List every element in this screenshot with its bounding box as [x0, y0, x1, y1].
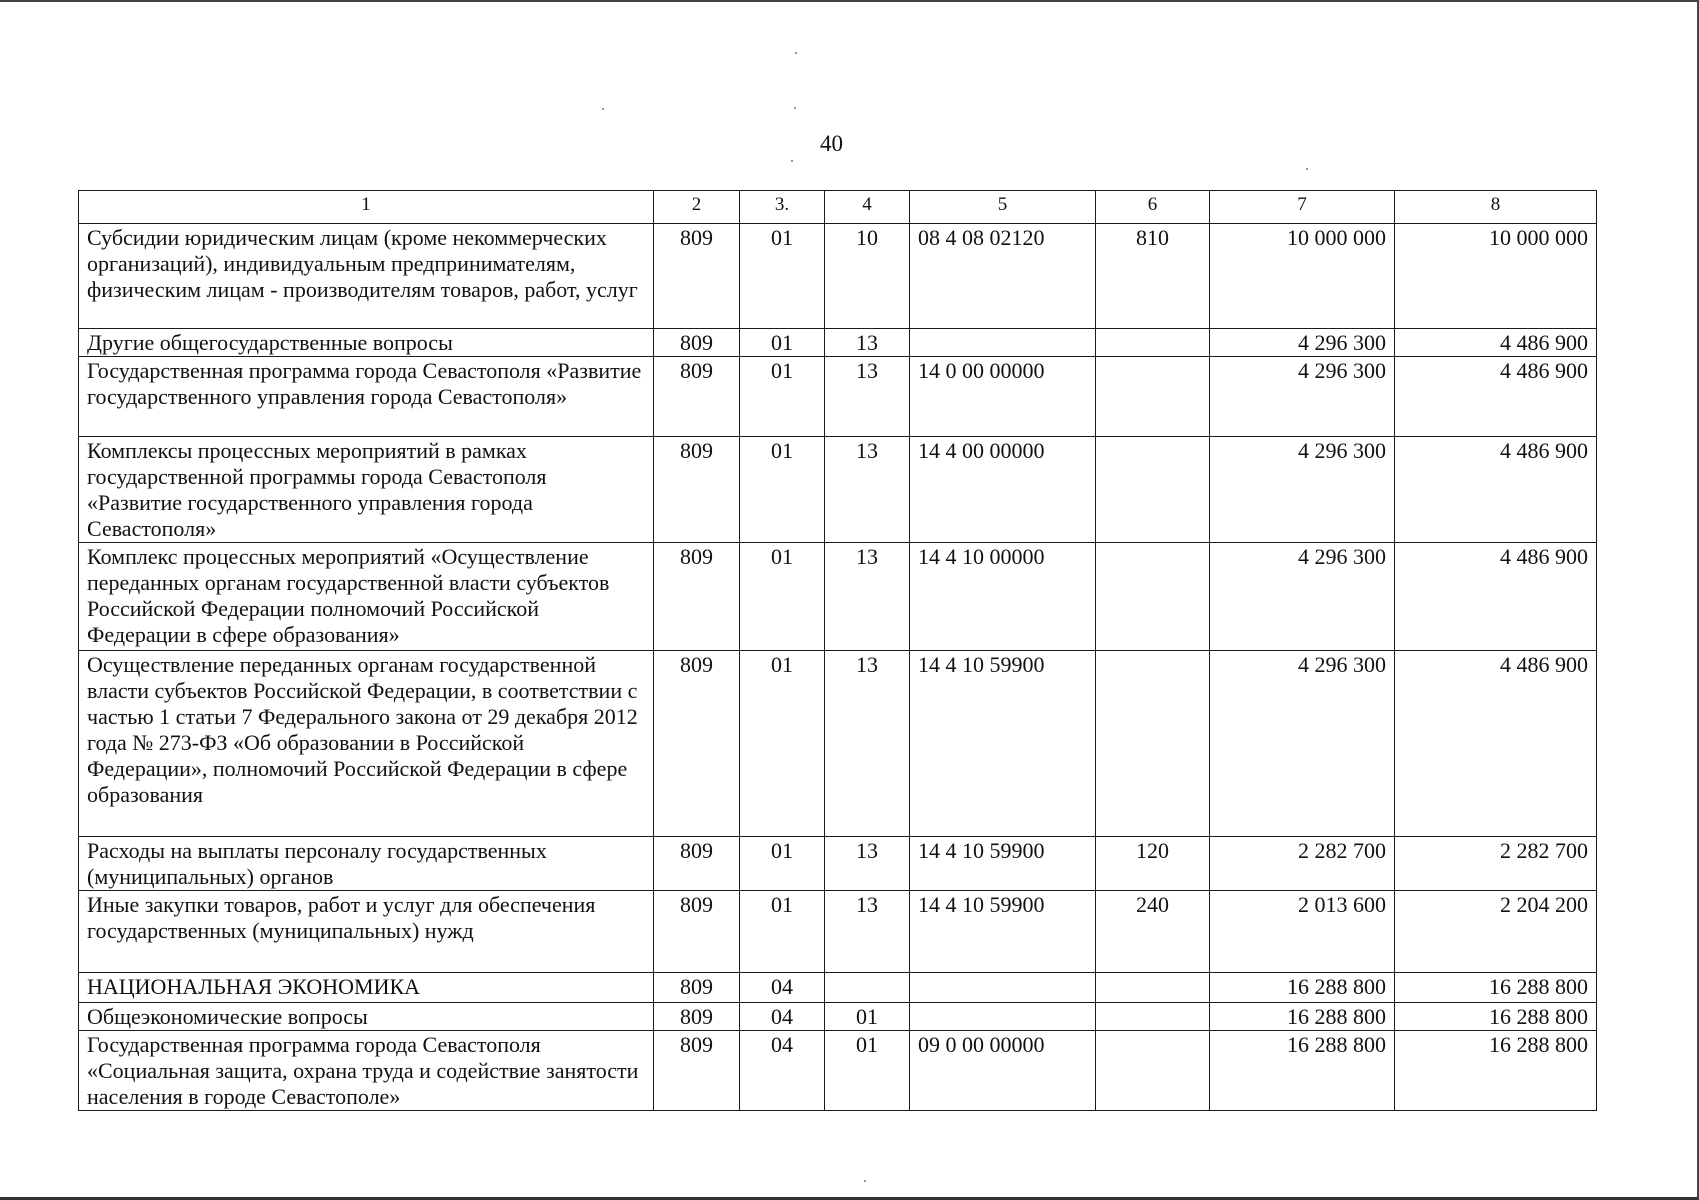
row-subsection-code: 13 [825, 837, 910, 891]
row-amount-1: 16 288 800 [1210, 1031, 1395, 1111]
row-subsection-code: 10 [825, 224, 910, 329]
row-expense-type [1096, 973, 1210, 1003]
row-target-code: 14 4 10 59900 [910, 651, 1096, 837]
row-expense-type [1096, 437, 1210, 543]
row-name: Иные закупки товаров, работ и услуг для обеспечения государственных (муниципальных) нужд [79, 891, 654, 973]
row-target-code: 14 4 10 59900 [910, 837, 1096, 891]
row-subsection-code: 13 [825, 651, 910, 837]
row-name: Осуществление переданных органам государственной власти субъектов Российской Федерации, в соответствии с частью 1 статьи 7 Федерального закона от 29 декабря 2012 года № 273-ФЗ «Об образовании в Российской Федерации», полномочий Российской Федерации в сфере образования [79, 651, 654, 837]
row-subsection-code: 13 [825, 329, 910, 357]
row-name: Субсидии юридическим лицам (кроме некоммерческих организаций), индивидуальным предпринимателям, физическим лицам - производителям товаров, работ, услуг [79, 224, 654, 329]
row-target-code: 09 0 00 00000 [910, 1031, 1096, 1111]
table-row [79, 224, 1597, 329]
row-ministry-code: 809 [654, 651, 740, 837]
row-ministry-code: 809 [654, 357, 740, 437]
row-expense-type [1096, 651, 1210, 837]
scan-speck [794, 107, 796, 109]
row-amount-2: 4 486 900 [1395, 437, 1597, 543]
column-header: 5 [910, 191, 1096, 224]
table-row [79, 543, 1597, 651]
row-section-code: 01 [740, 651, 825, 837]
row-subsection-code [825, 973, 910, 1003]
row-section-code: 01 [740, 837, 825, 891]
row-amount-1: 2 282 700 [1210, 837, 1395, 891]
row-name: Государственная программа города Севастополя «Развитие государственного управления города Севастополя» [79, 357, 654, 437]
row-expense-type [1096, 329, 1210, 357]
table-row [79, 357, 1597, 437]
column-header: 6 [1096, 191, 1210, 224]
table-row [79, 1003, 1597, 1031]
row-amount-1: 16 288 800 [1210, 973, 1395, 1003]
table-row [79, 437, 1597, 543]
row-ministry-code: 809 [654, 543, 740, 651]
row-amount-2: 4 486 900 [1395, 651, 1597, 837]
row-section-code: 01 [740, 437, 825, 543]
column-header: 4 [825, 191, 910, 224]
row-ministry-code: 809 [654, 224, 740, 329]
row-name: Расходы на выплаты персоналу государственных (муниципальных) органов [79, 837, 654, 891]
row-expense-type: 810 [1096, 224, 1210, 329]
row-expense-type [1096, 1031, 1210, 1111]
row-target-code: 14 4 10 59900 [910, 891, 1096, 973]
row-ministry-code: 809 [654, 891, 740, 973]
row-expense-type: 240 [1096, 891, 1210, 973]
row-section-code: 01 [740, 891, 825, 973]
scan-speck [602, 108, 604, 110]
table-row [79, 891, 1597, 973]
page-number: 40 [820, 131, 843, 156]
row-name: Общеэкономические вопросы [79, 1003, 654, 1031]
row-amount-1: 4 296 300 [1210, 437, 1395, 543]
row-ministry-code: 809 [654, 1031, 740, 1111]
row-ministry-code: 809 [654, 437, 740, 543]
row-amount-1: 4 296 300 [1210, 543, 1395, 651]
row-subsection-code: 01 [825, 1003, 910, 1031]
column-header: 8 [1395, 191, 1597, 224]
row-ministry-code: 809 [654, 973, 740, 1003]
table-row [79, 329, 1597, 357]
row-target-code: 14 4 10 00000 [910, 543, 1096, 651]
row-section-code: 01 [740, 357, 825, 437]
row-amount-1: 4 296 300 [1210, 651, 1395, 837]
table-row [79, 837, 1597, 891]
row-name: Комплекс процессных мероприятий «Осуществление переданных органам государственной власти субъектов Российской Федерации полномочий Российской Федерации в сфере образования» [79, 543, 654, 651]
row-amount-1: 10 000 000 [1210, 224, 1395, 329]
row-amount-2: 10 000 000 [1395, 224, 1597, 329]
row-name: Другие общегосударственные вопросы [79, 329, 654, 357]
row-subsection-code: 13 [825, 357, 910, 437]
row-target-code: 14 0 00 00000 [910, 357, 1096, 437]
row-ministry-code: 809 [654, 1003, 740, 1031]
row-section-code: 04 [740, 1003, 825, 1031]
row-section-code: 01 [740, 329, 825, 357]
row-expense-type: 120 [1096, 837, 1210, 891]
scan-speck [791, 160, 793, 162]
row-name: НАЦИОНАЛЬНАЯ ЭКОНОМИКА [79, 973, 654, 1003]
scan-speck [864, 1180, 866, 1182]
row-amount-2: 4 486 900 [1395, 329, 1597, 357]
row-target-code [910, 973, 1096, 1003]
column-header: 1 [79, 191, 654, 224]
row-section-code: 04 [740, 1031, 825, 1111]
column-number-header [79, 191, 1597, 224]
row-amount-2: 16 288 800 [1395, 973, 1597, 1003]
row-amount-2: 2 282 700 [1395, 837, 1597, 891]
column-header: 2 [654, 191, 740, 224]
row-subsection-code: 13 [825, 543, 910, 651]
column-header: 3. [740, 191, 825, 224]
row-expense-type [1096, 357, 1210, 437]
column-header: 7 [1210, 191, 1395, 224]
row-subsection-code: 13 [825, 891, 910, 973]
row-expense-type [1096, 1003, 1210, 1031]
row-target-code [910, 1003, 1096, 1031]
table-row [79, 1031, 1597, 1111]
row-target-code: 08 4 08 02120 [910, 224, 1096, 329]
row-expense-type [1096, 543, 1210, 651]
budget-table [78, 190, 1597, 1111]
row-section-code: 01 [740, 543, 825, 651]
table-row [79, 973, 1597, 1003]
row-amount-1: 4 296 300 [1210, 357, 1395, 437]
row-amount-1: 2 013 600 [1210, 891, 1395, 973]
row-amount-2: 2 204 200 [1395, 891, 1597, 973]
row-target-code: 14 4 00 00000 [910, 437, 1096, 543]
table-row [79, 651, 1597, 837]
row-amount-1: 4 296 300 [1210, 329, 1395, 357]
row-target-code [910, 329, 1096, 357]
row-amount-2: 16 288 800 [1395, 1031, 1597, 1111]
row-section-code: 01 [740, 224, 825, 329]
row-subsection-code: 13 [825, 437, 910, 543]
scan-speck [1306, 168, 1308, 170]
row-section-code: 04 [740, 973, 825, 1003]
row-amount-1: 16 288 800 [1210, 1003, 1395, 1031]
row-amount-2: 4 486 900 [1395, 357, 1597, 437]
row-subsection-code: 01 [825, 1031, 910, 1111]
row-amount-2: 16 288 800 [1395, 1003, 1597, 1031]
scan-speck [795, 52, 797, 54]
row-name: Государственная программа города Севастополя «Социальная защита, охрана труда и содействие занятости населения в городе Севастополе» [79, 1031, 654, 1111]
row-ministry-code: 809 [654, 837, 740, 891]
row-name: Комплексы процессных мероприятий в рамках государственной программы города Севастополя «Развитие государственного управления города Севастополя» [79, 437, 654, 543]
row-ministry-code: 809 [654, 329, 740, 357]
row-amount-2: 4 486 900 [1395, 543, 1597, 651]
